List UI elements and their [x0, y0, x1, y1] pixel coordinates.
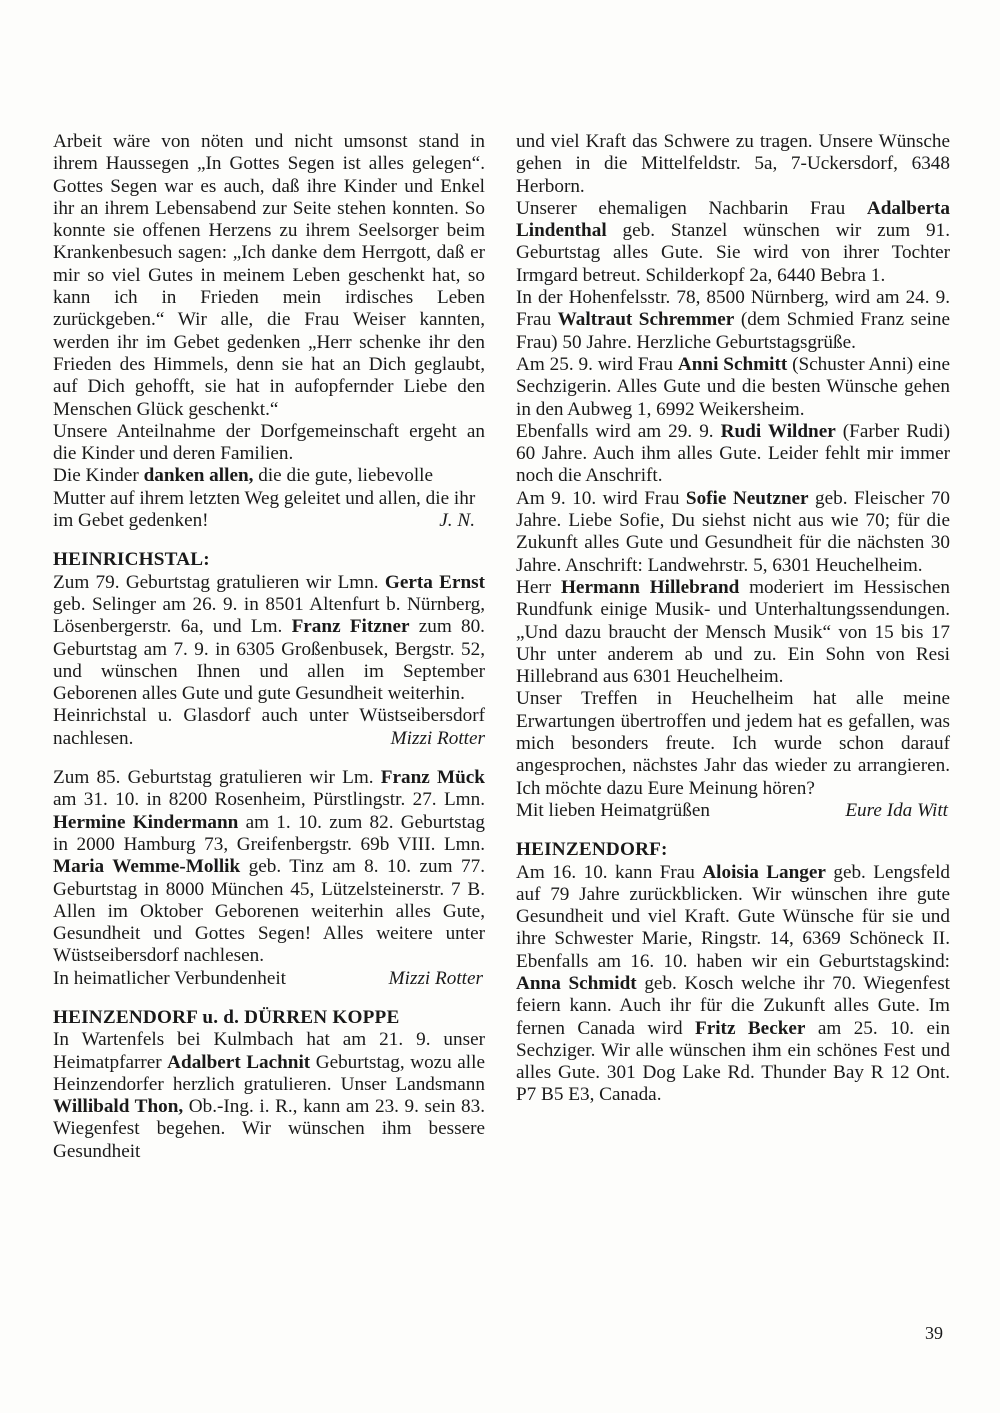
obituary-paragraph: Arbeit wäre von nöten und nicht umsonst stand in ihrem Haussegen „In Gottes Segen ist alles gelegen“. Gottes Segen war es auch, daß ihre Kinder und Enkel ihr an ihrem Lebensabend zur Seite stehen konnten. So konnte sie offenen Herzens zu ihrem Seelsorger beim Krankenbesuch sagen: „Ich danke dem Herrgott, daß er mir so viel Gutes in meinem Leben geschenkt hat, so kann ich in Frieden mein irdisches Leben zurückgeben.“ Wir alle, die Frau Weiser kannten, werden ihr im Gebet gedenken „Herr schenke ihr den Frieden des Himmels, denn sie hat an Dich geglaubt, auf Dich gehofft, sie hat in aufopfernder Liebe den Menschen Glück geschenkt.“ — [53, 131, 485, 420]
page-number: 39 — [925, 1323, 943, 1343]
birthday-paragraph: Unserer ehemaligen Nachbarin Frau Adalberta Lindenthal geb. Stanzel wünschen wir zum 91. Geburtstag alles Gute. Sie wird von ihrer Tochter Irmgard betreut. Schilderkopf 2a, 6440 Bebra 1. — [516, 197, 950, 286]
birthday-paragraph: Am 25. 9. wird Frau Anni Schmitt (Schuster Anni) eine Sechzigerin. Alles Gute und die besten Wünsche gehen in den Aubweg 1, 6992 Weikersheim. — [516, 353, 950, 420]
section-heading-heinrichstal: HEINRICHSTAL: — [53, 549, 210, 571]
meeting-paragraph: Unser Treffen in Heuchelheim hat alle meine Erwartungen übertroffen und jedem hat es gefallen, was mich besonders freute. Ich wurde schon darauf angesprochen, nächstes Jahr das wieder zu arrangieren. Ich möchte dazu Eure Meinung hören? — [516, 688, 950, 799]
birthday-paragraph: Zum 79. Geburtstag gratulieren wir Lmn. Gerta Ernst geb. Selinger am 26. 9. in 8501 Altenfurt b. Nürnberg, Lösenbergerstr. 6a, und Lm. Franz Fitzner zum 80. Geburtstag am 7. 9. in 6305 Großenbusek, Bergstr. 52, und wünschen Ihnen und allen im September Geborenen alles Gute und gute Gesundheit weiterhin. — [53, 571, 485, 705]
signature-mizzi-rotter: Mizzi Rotter — [388, 967, 483, 989]
news-paragraph: Herr Hermann Hillebrand moderiert im Hessischen Rundfunk einige Musik- und Unterhaltungssendungen. „Und dazu braucht der Mensch Musik“ von 15 bis 17 Uhr unter anderem ab und zu. Ein Sohn von Resi Hillebrand aus 6301 Heuchelheim. — [516, 576, 950, 688]
section-heading-heinzendorf-duerren-koppe: HEINZENDORF u. d. DÜRREN KOPPE — [53, 1006, 400, 1028]
thanks-paragraph: Die Kinder danken allen, die die gute, liebevolle Mutter auf ihrem letzten Weg geleitet und allen, die ihr im Gebet gedenken! — [53, 465, 476, 532]
continued-paragraph: und viel Kraft das Schwere zu tragen. Unsere Wünsche gehen in die Mittelfeldstr. 5a, 7-Uckersdorf, 6348 Herborn. — [516, 131, 950, 197]
signature-jn: J. N. — [439, 510, 475, 532]
birthday-paragraph: Zum 85. Geburtstag gratulieren wir Lm. Franz Mück am 31. 10. in 8200 Rosenheim, Pürstlingstr. 27. Lmn. Hermine Kindermann am 1. 10. zum 82. Geburtstag in 2000 Hamburg 73, Greifenbergstr. 69b VIII. Lmn. Maria Wemme-Mollik geb. Tinz am 8. 10. zum 77. Geburtstag in 8000 München 45, Lützelsteinerstr. 7 B. Allen im Oktober Geborenen weiterhin alles Gute, Gesundheit und Gottes Segen! Alles weitere unter Wüstseibersdorf nachlesen. — [53, 767, 485, 967]
closing-line: Mit lieben Heimatgrüßen Eure Ida Witt — [516, 799, 948, 821]
birthday-paragraph: Am 16. 10. kann Frau Aloisia Langer geb. Lengsfeld auf 79 Jahre zurückblicken. Wir wünschen ihre gute Gesundheit und viel Kraft. Gute Wünsche für sie und ihre Schwester Marie, Ringstr. 14, 6369 Schöneck II. Ebenfalls am 16. 10. haben wir ein Geburtstagskind: Anna Schmidt geb. Kosch welche ihr 70. Wiegenfest feiern kann. Auch ihr für die Zukunft alles Gute. Im fernen Canada wird Fritz Becker am 25. 10. ein Sechziger. Wir alle wünschen ihm ein schönes Fest und alles Gute. 301 Dog Lake Rd. Thunder Bay R 12 Ont. P7 B5 E3, Canada. — [516, 861, 950, 1106]
closing-line: In heimatlicher Verbundenheit Mizzi Rotter — [53, 967, 483, 989]
section-heading-heinzendorf: HEINZENDORF: — [516, 839, 668, 861]
birthday-paragraph: Am 9. 10. wird Frau Sofie Neutzner geb. Fleischer 70 Jahre. Liebe Sofie, Du siehst nicht aus wie 70; für die Zukunft alles Gute und Gesundheit für die nächsten 30 Jahre. Anschrift: Landwehrstr. 5, 6301 Heuchelheim. — [516, 487, 951, 576]
left-column — [53, 131, 485, 1163]
condolence-paragraph: Unsere Anteilnahme der Dorfgemeinschaft ergeht an die Kinder und deren Familien. — [53, 420, 485, 465]
birthday-paragraph: Ebenfalls wird am 29. 9. Rudi Wildner (Farber Rudi) 60 Jahre. Auch ihm alles Gute. Leider fehlt mir immer noch die Anschrift. — [516, 420, 950, 487]
birthday-paragraph: In Wartenfels bei Kulmbach hat am 21. 9. unser Heimatpfarrer Adalbert Lachnit Geburtstag, wozu alle Heinzendorfer herzlich gratulieren. Unser Landsmann Willibald Thon, Ob.-Ing. i. R., kann am 23. 9. sein 83. Wiegenfest begehen. Wir wünschen ihm bessere Gesundheit — [53, 1029, 485, 1162]
right-column — [516, 131, 950, 1107]
note-paragraph: Heinrichstal u. Glasdorf auch unter Wüstseibersdorf nachlesen. — [53, 705, 485, 749]
signature-mizzi-rotter: Mizzi Rotter — [390, 727, 485, 749]
birthday-paragraph: In der Hohenfelsstr. 78, 8500 Nürnberg, wird am 24. 9. Frau Waltraut Schremmer (dem Schmied Franz seine Frau) 50 Jahre. Herzliche Geburtstagsgrüße. — [516, 287, 950, 353]
signature-ida-witt: Eure Ida Witt — [845, 799, 948, 821]
